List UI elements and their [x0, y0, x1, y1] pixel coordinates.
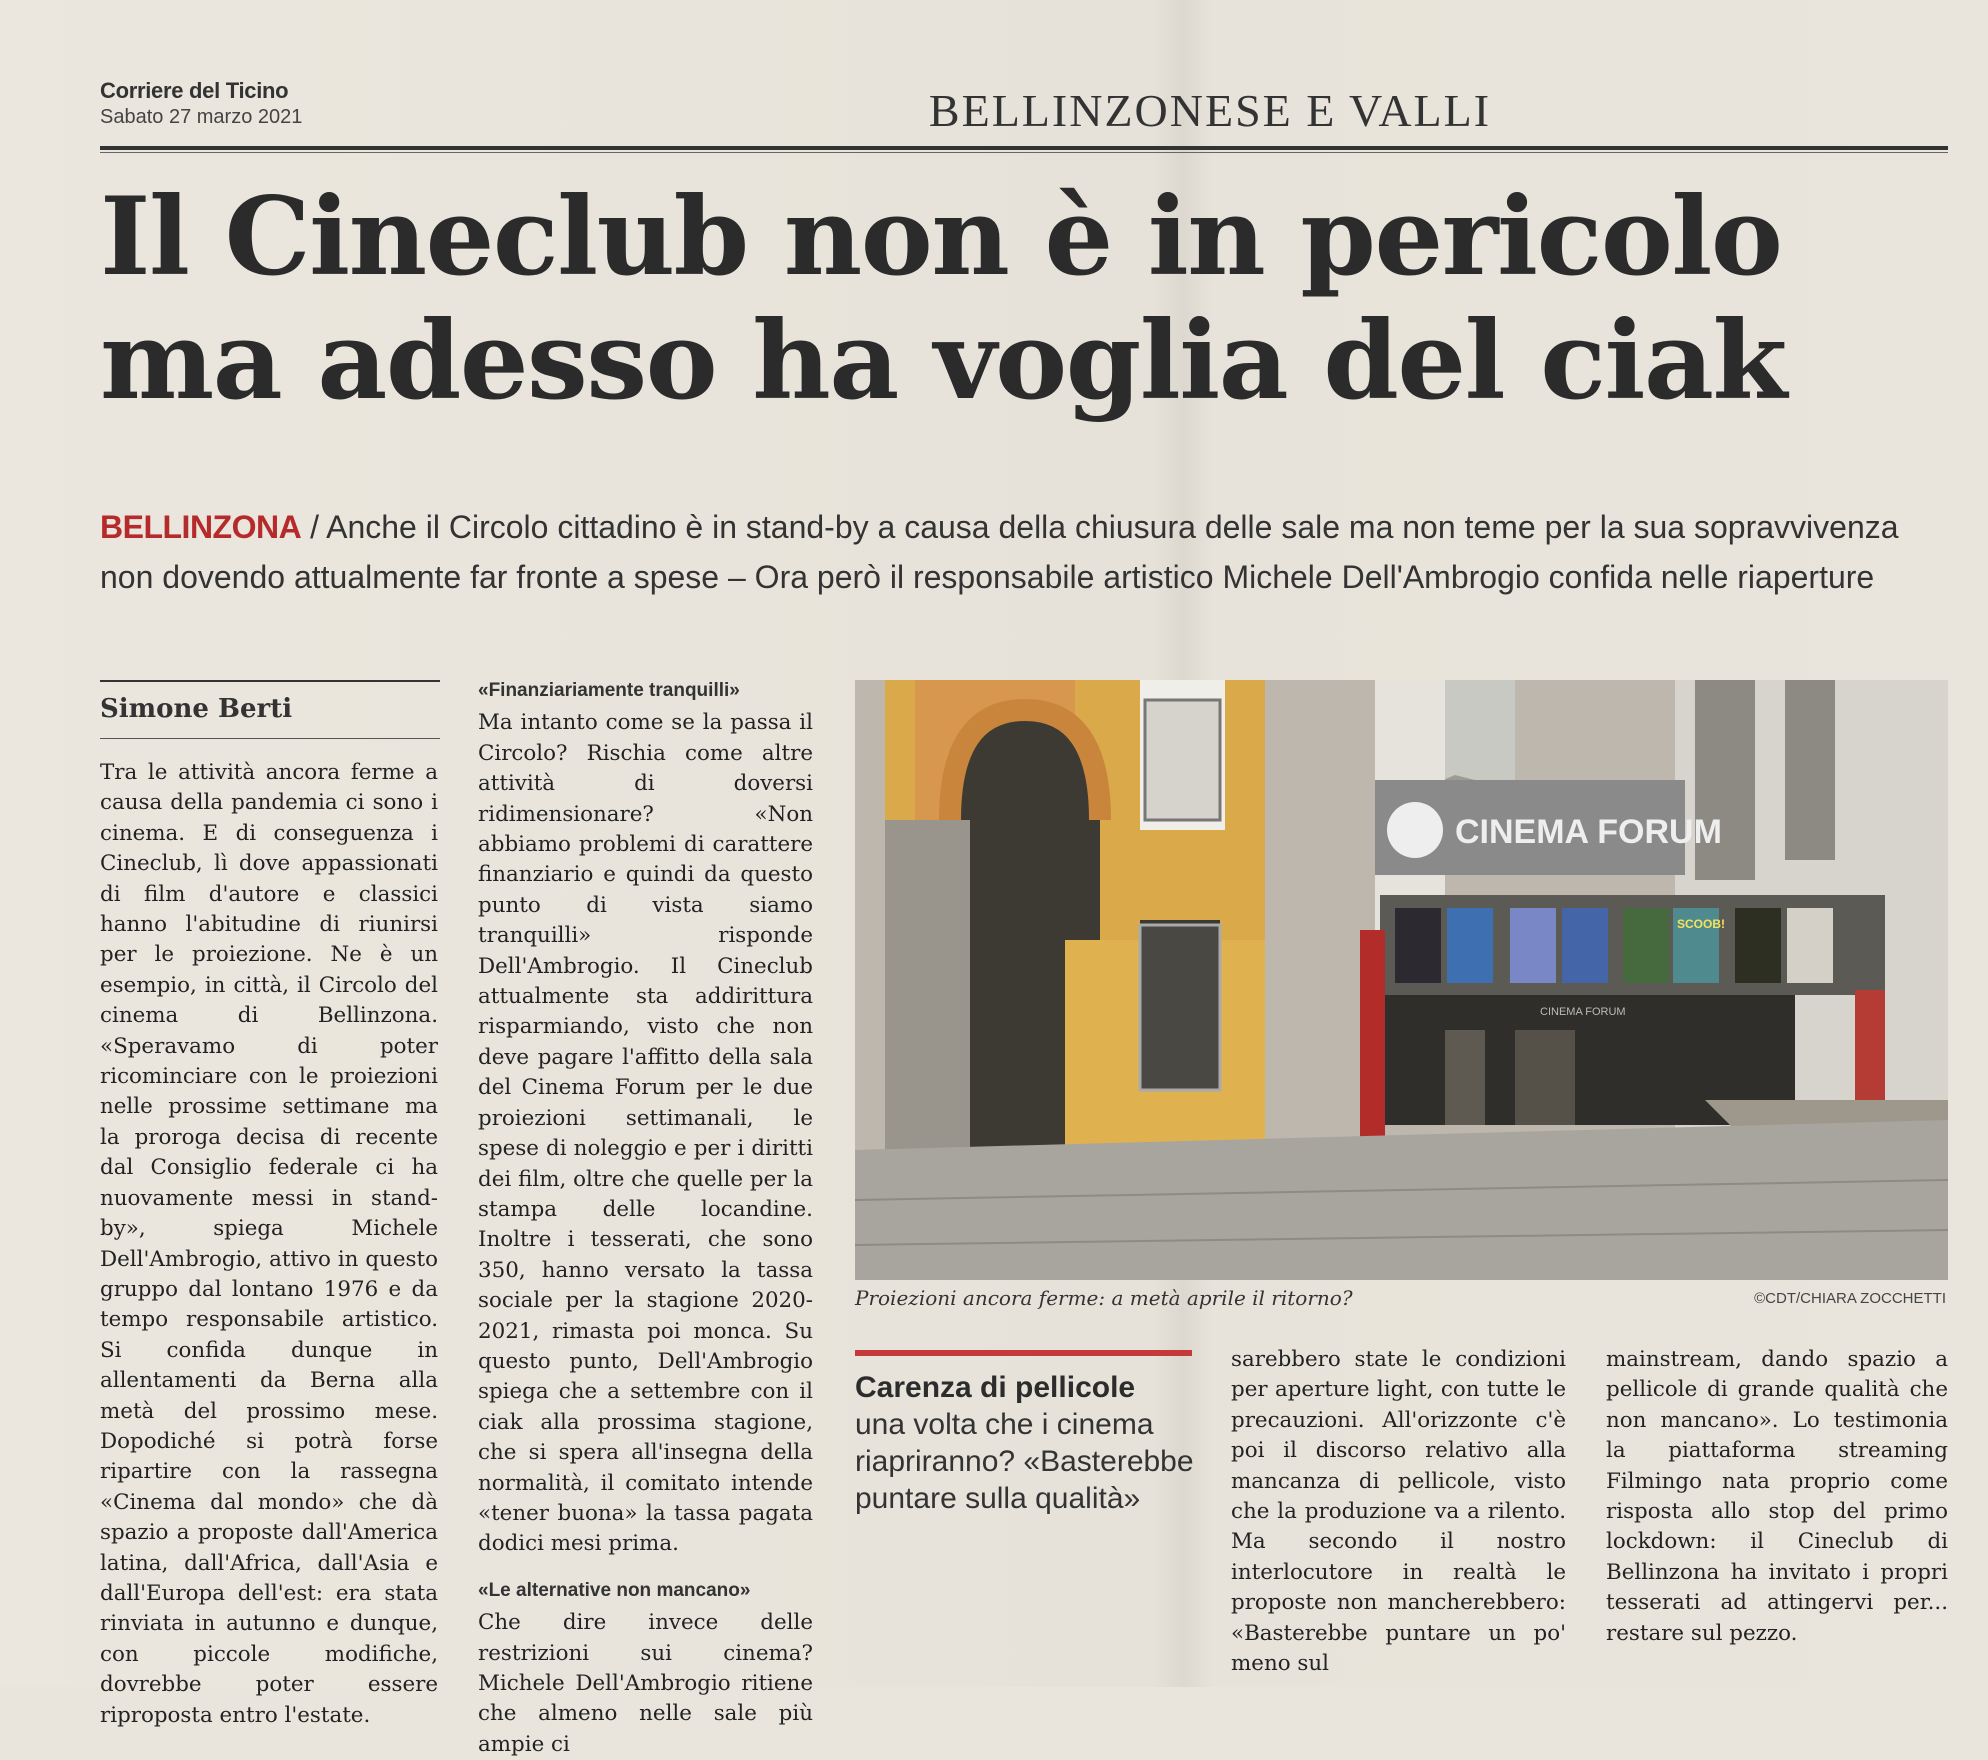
headline-line-2: ma adesso ha voglia del ciak	[100, 298, 1786, 424]
byline: Simone Berti	[100, 694, 293, 724]
headline-line-1: Il Cineclub non è in pericolo	[100, 174, 1782, 300]
entrance-sign-text: CINEMA FORUM	[1540, 1006, 1626, 1018]
poster-scoob-text: SCOOB!	[1677, 917, 1725, 931]
cinema-logo-icon	[1387, 802, 1443, 858]
photo-credit: ©CDT/CHIARA ZOCCHETTI	[1754, 1290, 1946, 1307]
article-column-2	[478, 676, 813, 1760]
byline-rule-bottom	[100, 738, 440, 739]
sidebar-title: Carenza di pellicole	[855, 1371, 1136, 1404]
subtitle-text: / Anche il Circolo cittadino è in stand-by a causa della chiusura delle sale ma non teme per la sua sopravvivenza non dovendo attualmente far fronte a spese – Ora però il responsabile artistico Michele Dell'Ambrogio confida nelle riaperture	[100, 509, 1899, 595]
sidebar-body: una volta che i cinema riapriranno? «Basterebbe puntare sulla qualità»	[855, 1408, 1194, 1515]
article-column-1: Tra le attività ancora ferme a causa della pandemia ci sono i cinema. E di conseguenza i Cineclub, lì dove appassionati di film d'autore e classici hanno l'abitudine di riunirsi per le proiezione. Ne è un esempio, in città, il Circolo del cinema di Bellinzona. «Speravamo di poter ricominciare con le proiezioni nelle prossime settimane ma la proroga decisa di recente dal Consiglio federale ci ha nuovamente messi in stand-by», spiega Michele Dell'Ambrogio, attivo in questo gruppo dal lontano 1976 e da tempo responsabile artistico. Si confida dunque in allentamenti da Berna alla metà del prossimo mese. Dopodiché si potrà forse ripartire con la rassegna «Cinema dal mondo» che dà spazio a proposte dall'America latina, dall'Africa, dall'Asia e dall'Europa dell'est: era stata rinviata in autunno e dunque, con piccole modifiche, dovrebbe poter essere riproposta entro l'estate.	[100, 760, 438, 1728]
subtitle	[100, 502, 1960, 602]
masthead	[100, 78, 302, 129]
subheading-finanziariamente: «Finanziariamente tranquilli»	[478, 680, 740, 701]
sidebar-accent-rule	[855, 1350, 1192, 1356]
header-rule	[100, 146, 1948, 150]
column-2-paragraph-2: Che dire invece delle restrizioni sui cinema? Michele Dell'Ambrogio ritiene che almeno nelle sale più ampie ci	[478, 1610, 813, 1757]
article-column-4: mainstream, dando spazio a pellicole di grande qualità che non mancano». Lo testimonia la piattaforma streaming Filmingo nata proprio come risposta allo stop del primo lockdown: il Cineclub di Bellinzona ha invitato i propri tesserati ad attingervi per... restare sul pezzo.	[1606, 1347, 1948, 1646]
column-2-paragraph-1: Ma intanto come se la passa il Circolo? Rischia come altre attività di doversi ridimensionare? «Non abbiamo problemi di carattere finanziario e quindi da questo punto di vista siamo tranquilli» risponde Dell'Ambrogio. Il Cineclub attualmente sta addirittura risparmiando, visto che non deve pagare l'affitto della sala del Cinema Forum per le due proiezioni settimanali, le spese di noleggio e per i diritti dei film, oltre che quelle per la stampa delle locandine. Inoltre i tesserati, che sono 350, hanno versato la tassa sociale per la stagione 2020-2021, rimasta poi monca. Su questo punto, Dell'Ambrogio spiega che a settembre con il ciak alla prossima stagione, che si spera all'insegna della normalità, il comitato intende «tener buona» la tassa pagata dodici mesi prima.	[478, 710, 813, 1557]
subheading-alternative: «Le alternative non mancano»	[478, 1579, 751, 1601]
header-rule-thin	[100, 152, 1948, 153]
headline	[100, 175, 1960, 423]
photo-illustration	[855, 680, 1948, 1280]
section-title: BELLINZONESE E VALLI	[928, 85, 1492, 136]
sidebar-box	[855, 1370, 1195, 1517]
cinema-forum-photo	[855, 680, 1948, 1280]
publication-date: Sabato 27 marzo 2021	[100, 106, 303, 128]
photo-caption: Proiezioni ancora ferme: a metà aprile il ritorno?	[855, 1286, 1353, 1310]
byline-rule	[100, 680, 440, 682]
cinema-sign-text: CINEMA FORUM	[1455, 813, 1722, 851]
location-kicker: BELLINZONA	[100, 509, 302, 545]
article-column-3: sarebbero state le condizioni per aperture light, con tutte le precauzioni. All'orizzonte c'è poi il discorso relativo alla mancanza di pellicole, visto che la produzione va a rilento. Ma secondo il nostro interlocutore in realtà le proposte non mancherebbero: «Basterebbe puntare un po' meno sul	[1231, 1347, 1566, 1677]
paper-name: Corriere del Ticino	[100, 78, 289, 103]
